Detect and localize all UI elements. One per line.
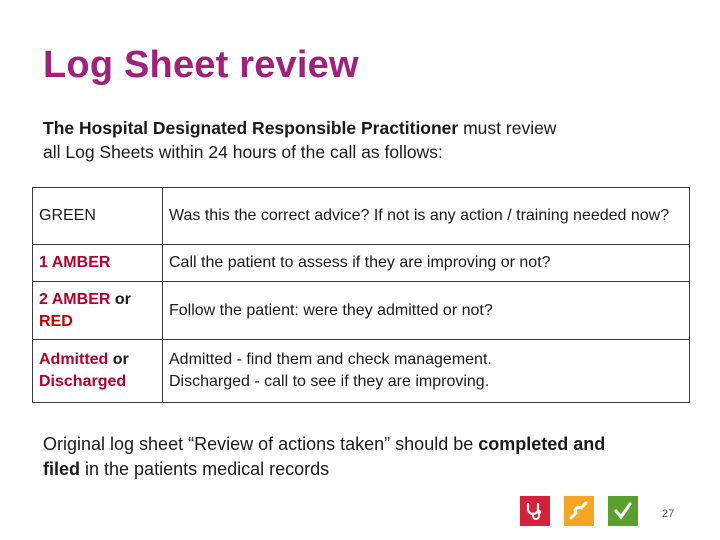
label-red: RED bbox=[39, 312, 73, 330]
row-label-2-amber-red bbox=[33, 282, 163, 340]
table-row bbox=[33, 340, 690, 403]
row-text: Was this the correct advice? If not is any action / training needed now? bbox=[163, 188, 690, 245]
label-green: GREEN bbox=[39, 207, 96, 224]
row-label-1-amber bbox=[33, 245, 163, 282]
stethoscope-icon bbox=[520, 496, 550, 526]
row-label-admitted-discharged bbox=[33, 340, 163, 403]
page-number: 27 bbox=[662, 508, 675, 520]
intro-text bbox=[43, 116, 683, 164]
row-text-line2: Discharged - call to see if they are improving. bbox=[169, 373, 490, 390]
footer-bold1: completed and bbox=[478, 434, 606, 454]
row-text: Follow the patient: were they admitted or not? bbox=[163, 282, 690, 340]
intro-line2: all Log Sheets within 24 hours of the call as follows: bbox=[43, 142, 443, 162]
footer-text bbox=[43, 432, 683, 482]
row-text: Call the patient to assess if they are improving or not? bbox=[163, 245, 690, 282]
footer-bold2: filed bbox=[43, 459, 81, 479]
label-discharged: Discharged bbox=[39, 373, 127, 390]
intro-bold: The Hospital Designated Responsible Practitioner bbox=[43, 118, 459, 138]
label-2-amber: 2 AMBER bbox=[39, 290, 111, 308]
table-row bbox=[33, 282, 690, 340]
row-label-green bbox=[33, 188, 163, 245]
label-or: or bbox=[110, 290, 131, 308]
table-row bbox=[33, 188, 690, 245]
footer-part2: in the patients medical records bbox=[80, 459, 330, 479]
label-1-amber: 1 AMBER bbox=[39, 254, 111, 271]
checkmark-icon bbox=[608, 496, 638, 526]
review-table bbox=[32, 187, 690, 403]
label-admitted: Admitted bbox=[39, 351, 109, 368]
icon-strip bbox=[520, 496, 638, 526]
intro-rest: must review bbox=[458, 118, 557, 138]
footer-part1: Original log sheet “Review of actions taken” should be bbox=[43, 434, 479, 454]
page-title: Log Sheet review bbox=[43, 44, 359, 86]
phone-icon bbox=[564, 496, 594, 526]
table-row bbox=[33, 245, 690, 282]
row-text bbox=[163, 340, 690, 403]
label-or: or bbox=[108, 351, 129, 368]
row-text-line1: Admitted - find them and check management. bbox=[169, 351, 492, 368]
